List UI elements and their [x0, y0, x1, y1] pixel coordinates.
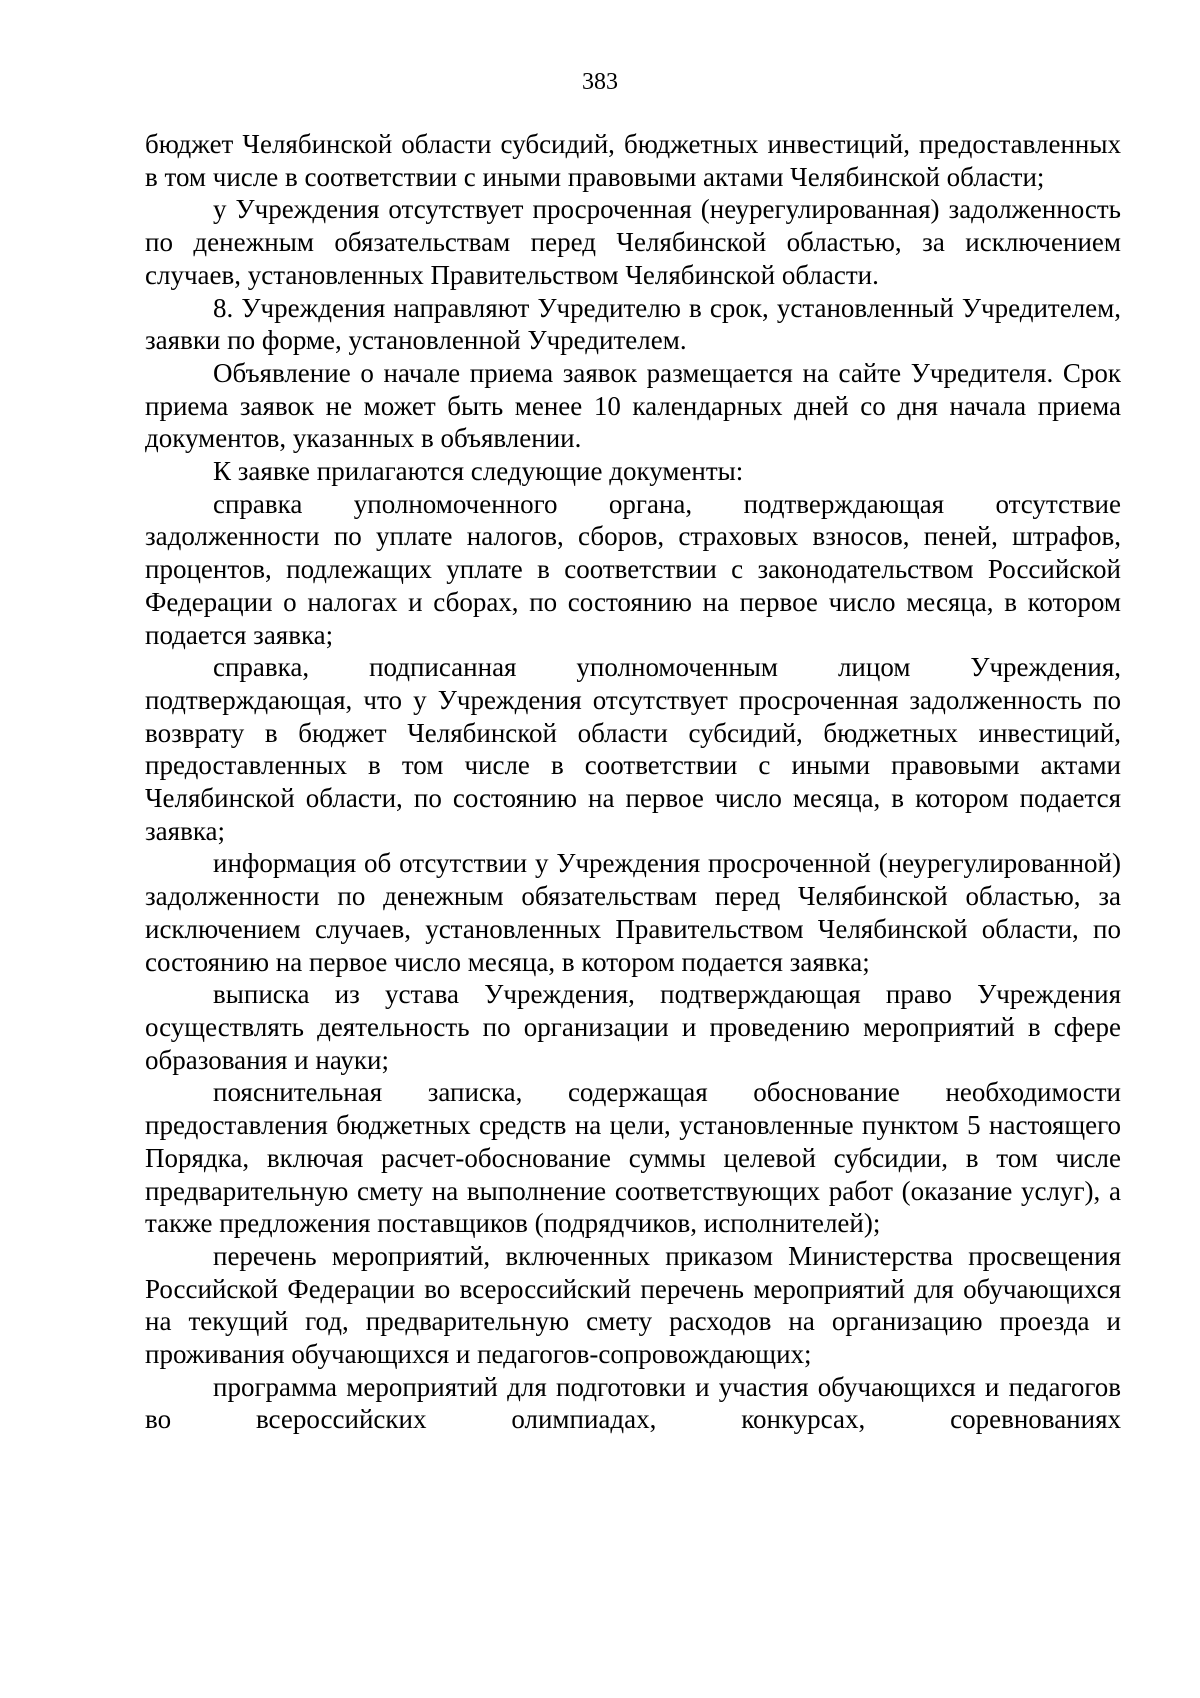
paragraph: пояснительная записка, содержащая обоснование необходимости предоставления бюджетных средств на цели, установленные пунктом 5 настоящего Порядка, включая расчет-обоснование суммы целевой субсидии, в том числе предварительную смету на выполнение соответствующих работ (оказание услуг), а также предложения поставщиков (подрядчиков, исполнителей);: [145, 1077, 1121, 1239]
paragraph: 8. Учреждения направляют Учредителю в срок, установленный Учредителем, заявки по форме, установленной Учредителем.: [145, 292, 1121, 356]
paragraph: справка уполномоченного органа, подтверждающая отсутствие задолженности по уплате налогов, сборов, страховых взносов, пеней, штрафов, процентов, подлежащих уплате в соответствии с законодательством Российской Федерации о налогах и сборах, по состоянию на первое число месяца, в котором подается заявка;: [145, 488, 1121, 650]
paragraph: выписка из устава Учреждения, подтверждающая право Учреждения осуществлять деятельность по организации и проведению мероприятий в сфере образования и науки;: [145, 979, 1121, 1075]
paragraph: программа мероприятий для подготовки и участия обучающихся и педагогов во всероссийских олимпиадах, конкурсах, соревнованиях: [145, 1371, 1121, 1435]
paragraph: перечень мероприятий, включенных приказом Министерства просвещения Российской Федерации во всероссийский перечень мероприятий для обучающихся на текущий год, предварительную смету расходов на организацию проезда и проживания обучающихся и педагогов-сопровождающих;: [145, 1240, 1121, 1370]
page-number: 383: [582, 69, 618, 95]
paragraph: информация об отсутствии у Учреждения просроченной (неурегулированной) задолженности по денежным обязательствам перед Челябинской областью, за исключением случаев, установленных Правительством Челябинской области, по состоянию на первое число месяца, в котором подается заявка;: [145, 848, 1121, 977]
body-text: [145, 128, 1121, 1436]
paragraph: справка, подписанная уполномоченным лицом Учреждения, подтверждающая, что у Учреждения отсутствует просроченная задолженность по возврату в бюджет Челябинской области субсидий, бюджетных инвестиций, предоставленных в том числе в соответствии с иными правовыми актами Челябинской области, по состоянию на первое число месяца, в котором подается заявка;: [145, 652, 1121, 846]
paragraph: у Учреждения отсутствует просроченная (неурегулированная) задолженность по денежным обязательствам перед Челябинской областью, за исключением случаев, установленных Правительством Челябинской области.: [145, 194, 1121, 290]
paragraph: Объявление о начале приема заявок размещается на сайте Учредителя. Срок приема заявок не может быть менее 10 календарных дней со дня начала приема документов, указанных в объявлении.: [145, 357, 1121, 454]
paragraph: бюджет Челябинской области субсидий, бюджетных инвестиций, предоставленных в том числе в соответствии с иными правовыми актами Челябинской области;: [145, 129, 1121, 192]
paragraph: К заявке прилагаются следующие документы:: [213, 456, 744, 487]
